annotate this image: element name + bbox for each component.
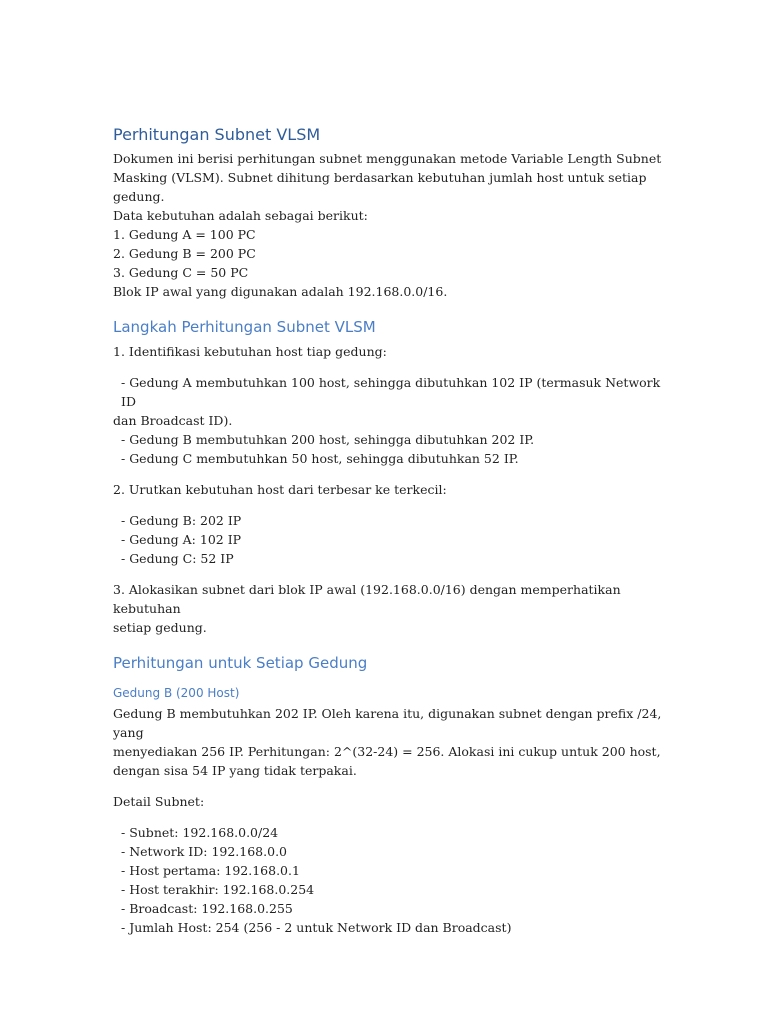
step3-line: setiap gedung. (113, 620, 207, 635)
step2-item: - Gedung A: 102 IP (121, 532, 242, 547)
calc-heading: Perhitungan untuk Setiap Gedung (113, 654, 368, 672)
intro-line: Blok IP awal yang digunakan adalah 192.168.0.0/16. (113, 284, 448, 299)
step2-title: 2. Urutkan kebutuhan host dari terbesar ke terkecil: (113, 482, 447, 497)
requirement-item: 1. Gedung A = 100 PC (113, 227, 256, 242)
intro-line: Dokumen ini berisi perhitungan subnet menggunakan metode Variable Length Subnet (113, 151, 662, 166)
subnet-detail-item: - Network ID: 192.168.0.0 (121, 844, 287, 859)
subnet-detail-item: - Subnet: 192.168.0.0/24 (121, 825, 279, 840)
step1-title: 1. Identifikasi kebutuhan host tiap gedung: (113, 344, 387, 359)
subnet-detail-item: - Broadcast: 192.168.0.255 (121, 901, 293, 916)
gedung-b-desc: Gedung B membutuhkan 202 IP. Oleh karena itu, digunakan subnet dengan prefix /24, yang (113, 706, 662, 740)
subnet-detail-item: - Host terakhir: 192.168.0.254 (121, 882, 315, 897)
step3-line: 3. Alokasikan subnet dari blok IP awal (192.168.0.0/16) dengan memperhatikan kebutuhan (113, 582, 621, 616)
step1-item: - Gedung B membutuhkan 200 host, sehingga dibutuhkan 202 IP. (121, 432, 535, 447)
step2-item: - Gedung B: 202 IP (121, 513, 242, 528)
gedung-b-desc: dengan sisa 54 IP yang tidak terpakai. (113, 763, 357, 778)
requirement-item: 3. Gedung C = 50 PC (113, 265, 249, 280)
steps-heading: Langkah Perhitungan Subnet VLSM (113, 318, 376, 336)
detail-subnet-label: Detail Subnet: (113, 794, 205, 809)
step1-item: - Gedung A membutuhkan 100 host, sehingga dibutuhkan 102 IP (termasuk Network ID (121, 375, 661, 409)
document-page (113, 124, 673, 937)
intro-line: Masking (VLSM). Subnet dihitung berdasarkan kebutuhan jumlah host untuk setiap gedung. (113, 170, 647, 204)
step1-item-continuation: dan Broadcast ID). (113, 413, 233, 428)
subnet-detail-item: - Jumlah Host: 254 (256 - 2 untuk Network ID dan Broadcast) (121, 920, 512, 935)
gedung-b-heading: Gedung B (200 Host) (113, 686, 240, 700)
step1-item: - Gedung C membutuhkan 50 host, sehingga dibutuhkan 52 IP. (121, 451, 519, 466)
step2-item: - Gedung C: 52 IP (121, 551, 234, 566)
intro-line: Data kebutuhan adalah sebagai berikut: (113, 208, 368, 223)
intro-section (113, 149, 673, 301)
subnet-detail-item: - Host pertama: 192.168.0.1 (121, 863, 300, 878)
page-title: Perhitungan Subnet VLSM (113, 125, 321, 144)
gedung-b-desc: menyediakan 256 IP. Perhitungan: 2^(32-24) = 256. Alokasi ini cukup untuk 200 host, (113, 744, 661, 759)
requirement-item: 2. Gedung B = 200 PC (113, 246, 256, 261)
